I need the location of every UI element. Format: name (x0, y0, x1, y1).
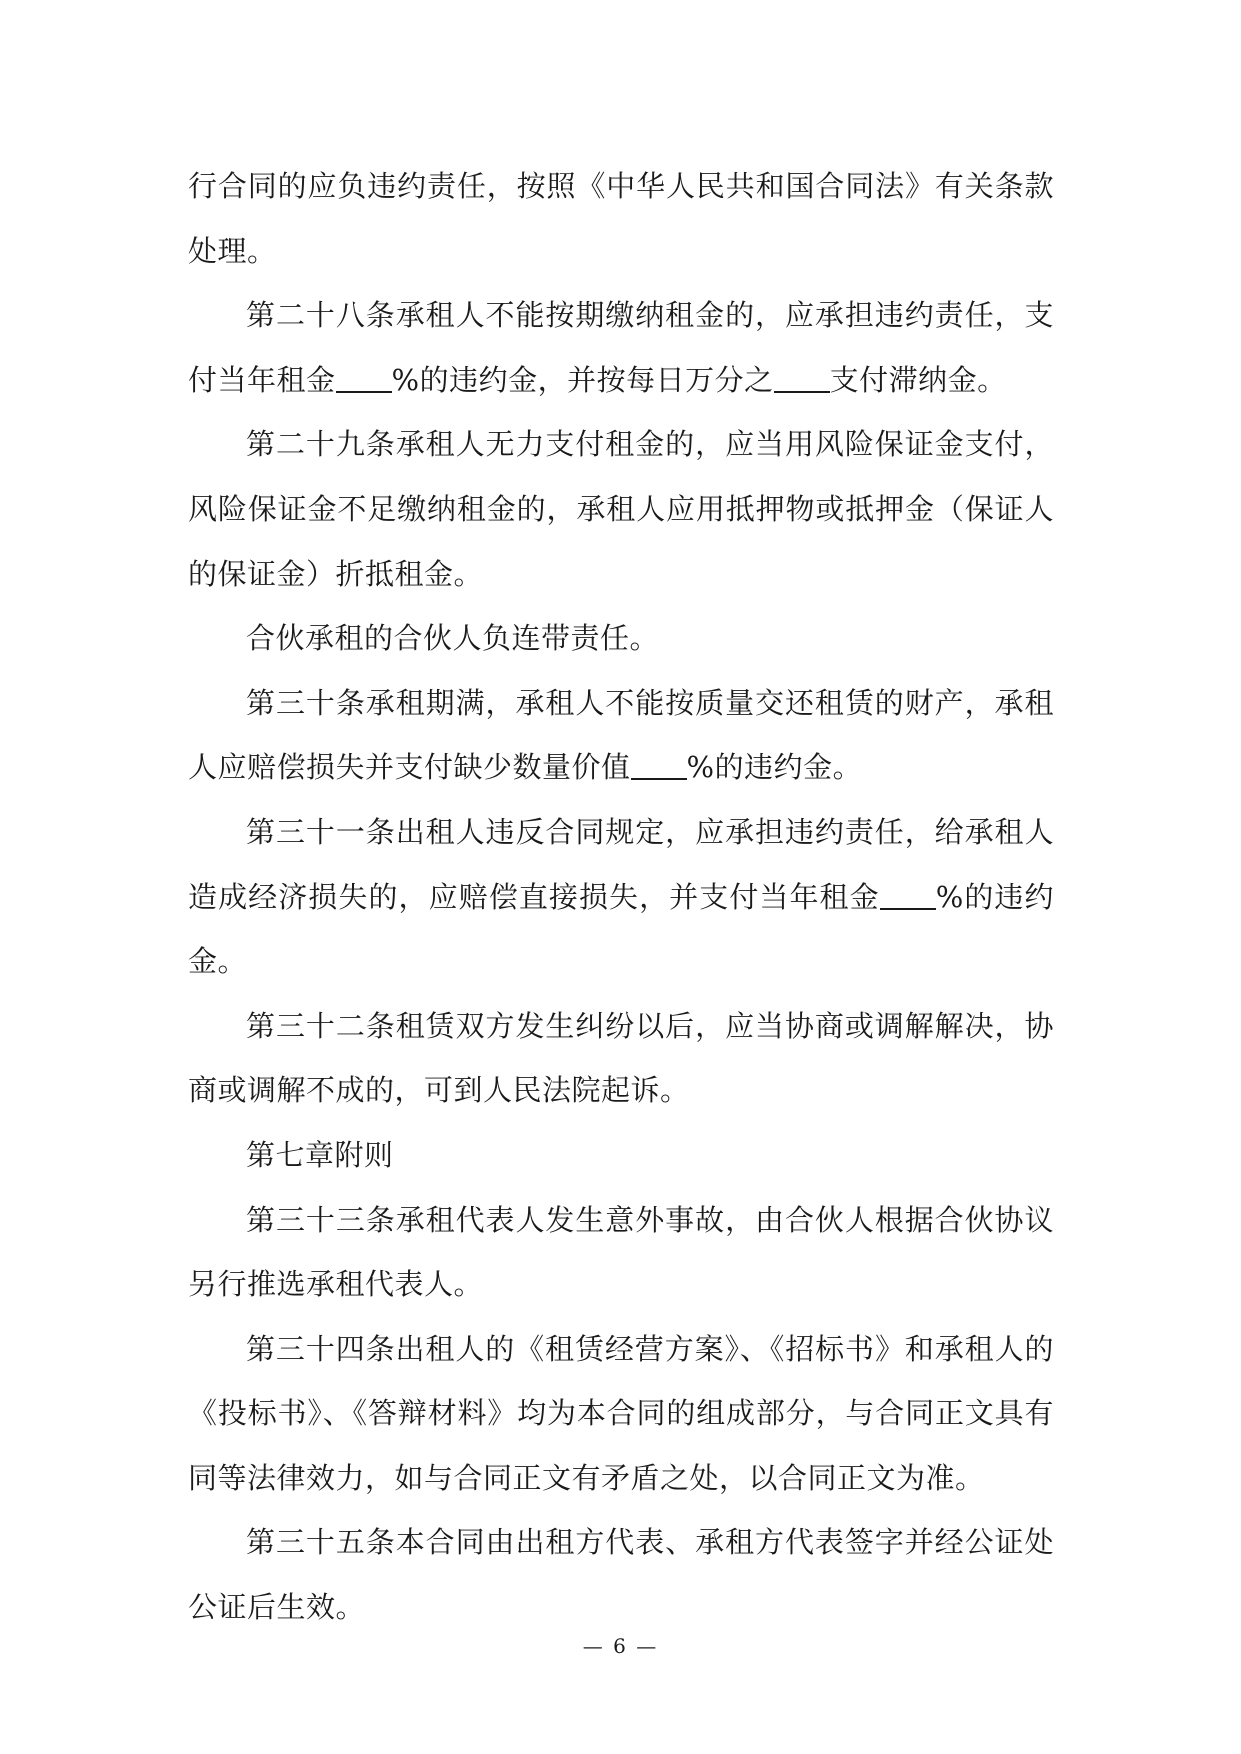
fill-in-blank (336, 365, 392, 393)
paragraph-text: 支付滞纳金。 (829, 362, 1007, 397)
paragraph-text: 行合同的应负违约责任，按照《中华人民共和国合同法》有关条款处理。 (188, 169, 1054, 268)
paragraph-text: %的违约金。 (686, 750, 863, 785)
paragraph (188, 606, 1054, 671)
paragraph (188, 412, 1054, 606)
page-number: — 6 — (582, 1634, 659, 1658)
paragraph-text: 第三十四条出租人的《租赁经营方案》、《招标书》和承租人的《投标书》、《答辩材料》均为本合同的组成部分，与合同正文具有同等法律效力，如与合同正文有矛盾之处，以合同正文为准。 (188, 1331, 1054, 1495)
paragraph-text: 合伙承租的合伙人负连带责任。 (246, 621, 660, 656)
fill-in-blank (880, 882, 936, 910)
paragraph-text: 第二十九条承租人无力支付租金的，应当用风险保证金支付，风险保证金不足缴纳租金的，承租人应用抵押物或抵押金（保证人的保证金）折抵租金。 (188, 427, 1054, 591)
chapter-heading (188, 1123, 1054, 1188)
paragraph-text: 第三十五条本合同由出租方代表、承租方代表签字并经公证处公证后生效。 (188, 1525, 1054, 1625)
paragraph (188, 671, 1054, 800)
paragraph-text: 第三十二条租赁双方发生纠纷以后，应当协商或调解解决，协商或调解不成的，可到人民法院起诉。 (188, 1008, 1054, 1108)
fill-in-blank (774, 365, 830, 393)
paragraph-text: %的违约金，并按每日万分之 (391, 362, 774, 397)
fill-in-blank (631, 752, 687, 780)
paragraph (188, 800, 1054, 994)
paragraph (188, 154, 1054, 283)
document-body (188, 154, 1054, 1640)
paragraph-text: 第三十三条承租代表人发生意外事故，由合伙人根据合伙协议另行推选承租代表人。 (188, 1202, 1054, 1302)
paragraph-text: 第三十一条出租人违反合同规定，应承担违约责任，给承租人造成经济损失的，应赔偿直接损失，并支付当年租金 (188, 814, 1054, 914)
paragraph (188, 1510, 1054, 1639)
paragraph-text: %的违约金。 (188, 879, 1054, 979)
paragraph-text: 第七章附则 (246, 1137, 394, 1172)
paragraph (188, 994, 1054, 1123)
paragraph (188, 283, 1054, 412)
paragraph-text: 第二十八条承租人不能按期缴纳租金的，应承担违约责任，支付当年租金 (188, 298, 1054, 397)
paragraph (188, 1317, 1054, 1511)
paragraph-text: 第三十条承租期满，承租人不能按质量交还租赁的财产，承租人应赔偿损失并支付缺少数量价值 (188, 685, 1054, 785)
paragraph (188, 1188, 1054, 1317)
